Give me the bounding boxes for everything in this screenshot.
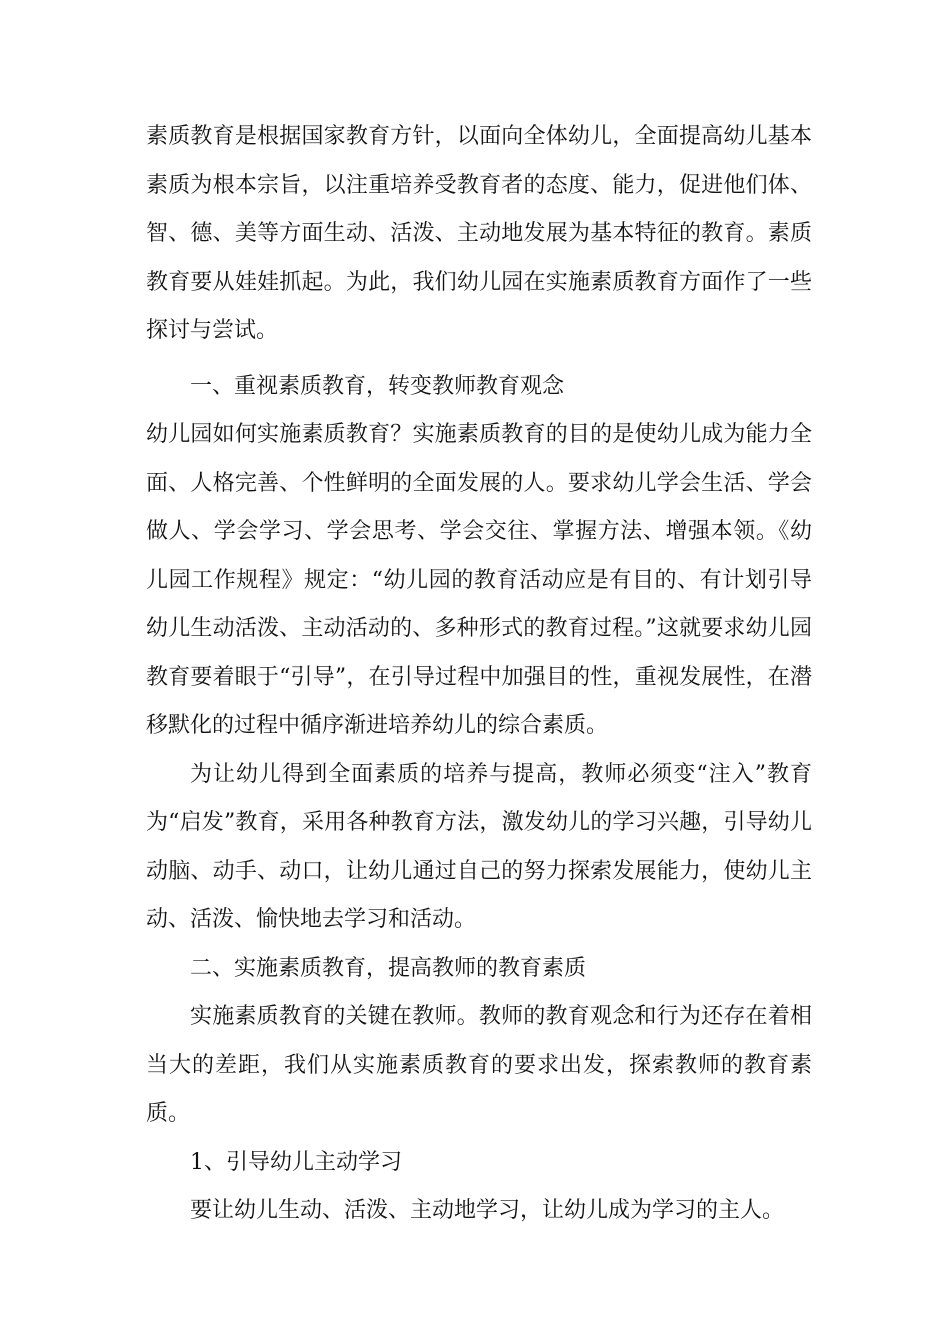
section-heading-1: 一、重视素质教育，转变教师教育观念	[190, 373, 565, 399]
subsection-heading-1: 1、引导幼儿主动学习	[190, 1149, 402, 1175]
body-paragraph: 实施素质教育的关键在教师。教师的教育观念和行为还存在着相当大的差距，我们从实施素质教育的要求出发，探索教师的教育素质。	[146, 1004, 812, 1126]
body-paragraph: 要让幼儿生动、活泼、主动地学习，让幼儿成为学习的主人。	[190, 1198, 785, 1223]
document-body	[146, 113, 812, 1236]
body-paragraph: 为让幼儿得到全面素质的培养与提高，教师必须变“注入”教育为“启发”教育，采用各种教育方法，激发幼儿的学习兴趣，引导幼儿动脑、动手、动口，让幼儿通过自己的努力探索发展能力，使幼儿主动、活泼、愉快地去学习和活动。	[146, 761, 812, 932]
section-heading-2: 二、实施素质教育，提高教师的教育素质	[190, 955, 587, 981]
intro-paragraph: 素质教育是根据国家教育方针，以面向全体幼儿，全面提高幼儿基本素质为根本宗旨，以注重培养受教育者的态度、能力，促进他们体、智、德、美等方面生动、活泼、主动地发展为基本特征的教育。素质教育要从娃娃抓起。为此，我们幼儿园在实施素质教育方面作了一些探讨与尝试。	[146, 124, 812, 343]
body-paragraph: 幼儿园如何实施素质教育？实施素质教育的目的是使幼儿成为能力全面、人格完善、个性鲜明的全面发展的人。要求幼儿学会生活、学会做人、学会学习、学会思考、学会交往、掌握方法、增强本领。《幼儿园工作规程》规定：“幼儿园的教育活动应是有目的、有计划引导幼儿生动活泼、主动活动的、多种形式的教育过程。”这就要求幼儿园教育要着眼于“引导”，在引导过程中加强目的性，重视发展性，在潜移默化的过程中循序渐进培养幼儿的综合素质。	[146, 422, 812, 738]
